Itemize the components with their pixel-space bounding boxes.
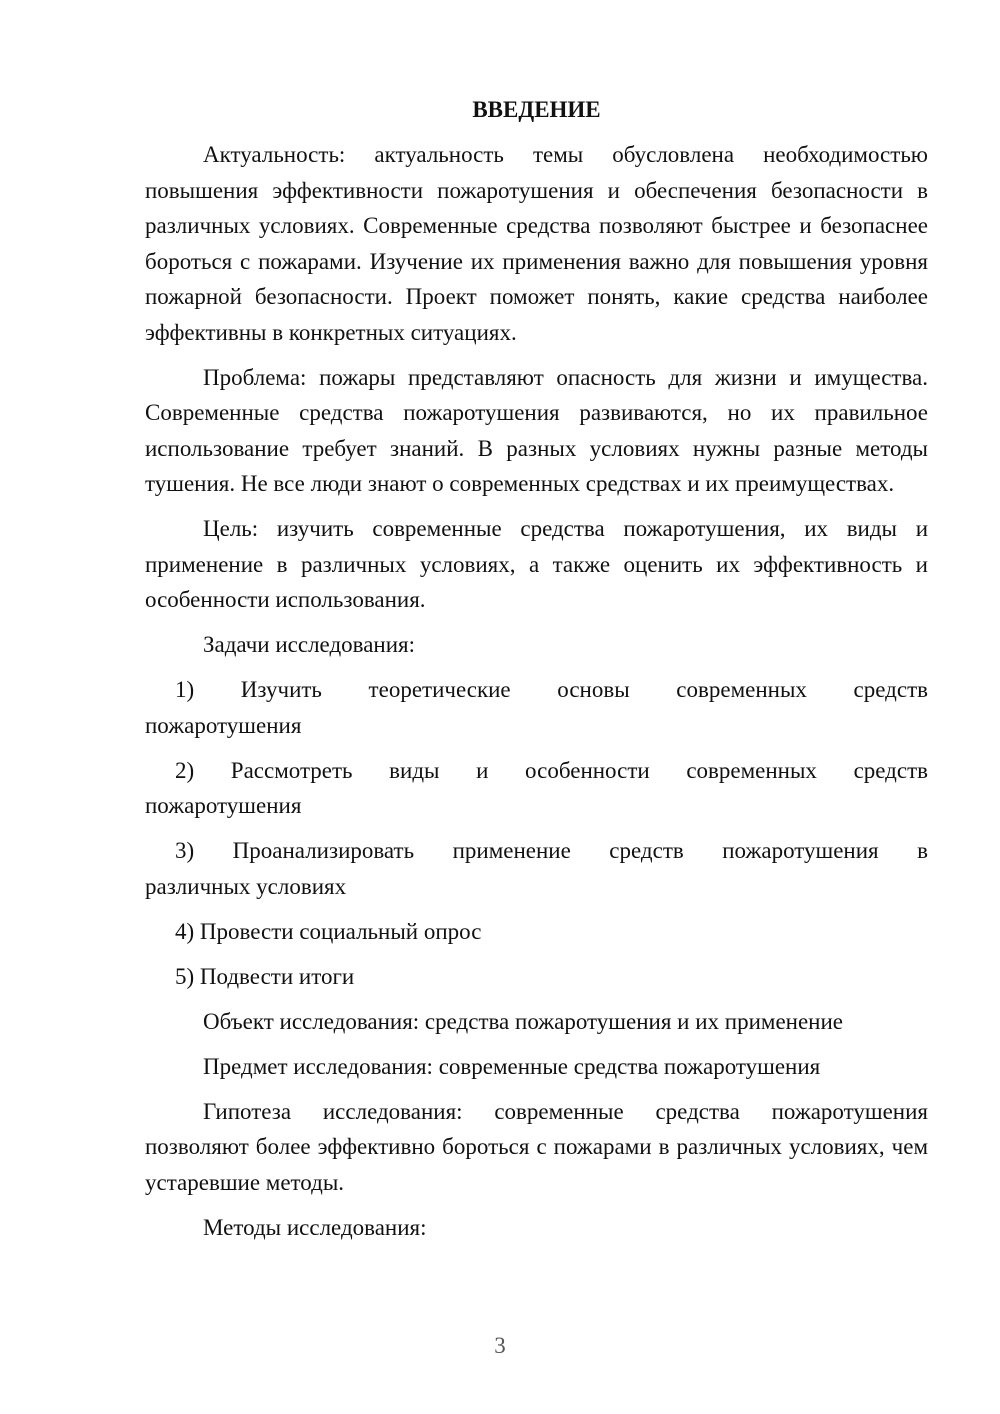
task-item-1-line: 1) Изучить теоретические основы современных средств (175, 677, 928, 702)
paragraph-subject: Предмет исследования: современные средства пожаротушения (203, 1053, 821, 1079)
task-item-5: 5) Подвести итоги (175, 963, 355, 989)
paragraph-relevance: Актуальность: актуальность темы обусловлена необходимостью повышения эффективности пожаротушения и обеспечения безопасности в различных условиях. Современные средства позволяют быстрее и безопаснее бороться с пожарами. Изучение их применения важно для повышения уровня пожарной безопасности. Проект поможет понять, какие средства наиболее эффективны в конкретных ситуациях. (145, 142, 928, 345)
task-item-1 (145, 672, 928, 743)
paragraph-goal: Цель: изучить современные средства пожаротушения, их виды и применение в различных условиях, а также оценить их эффективность и особенности использования. (145, 516, 928, 612)
paragraph-problem: Проблема: пожары представляют опасность для жизни и имущества. Современные средства пожаротушения развиваются, но их правильное использование требует знаний. В разных условиях нужны разные методы тушения. Не все люди знают о современных средствах и их преимуществах. (145, 364, 928, 496)
page-content (145, 92, 928, 1255)
paragraph-object: Объект исследования: средства пожаротушения и их применение (203, 1008, 844, 1034)
section-title: ВВЕДЕНИЕ (472, 97, 601, 122)
task-item-2-rest: пожаротушения (145, 793, 302, 818)
task-item-4: 4) Провести социальный опрос (175, 918, 482, 944)
methods-heading: Методы исследования: (203, 1214, 427, 1240)
task-item-3-rest: различных условиях (145, 873, 347, 899)
paragraph-hypothesis: Гипотеза исследования: современные средства пожаротушения позволяют более эффективно бороться с пожарами в различных условиях, чем устаревшие методы. (145, 1098, 928, 1195)
task-item-3-line: 3) Проанализировать применение средств пожаротушения в (175, 838, 928, 863)
task-item-2 (145, 753, 928, 824)
task-item-3 (145, 833, 928, 904)
tasks-heading: Задачи исследования: (203, 632, 416, 657)
page-number: 3 (494, 1333, 506, 1358)
task-item-2-line: 2) Рассмотреть виды и особенности современных средств (175, 757, 928, 783)
task-item-1-rest: пожаротушения (145, 712, 302, 738)
